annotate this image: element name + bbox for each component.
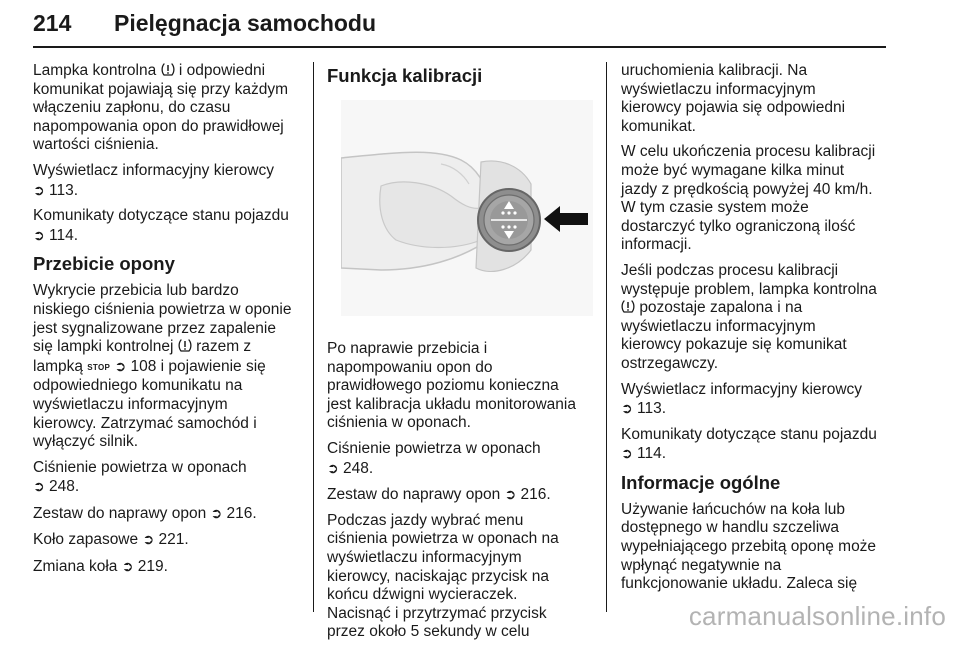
section-heading-general-info: Informacje ogólne (621, 471, 781, 493)
paragraph-calibration-problem: Jeśli podczas procesu kalibracji występuje problem, lampka kontrolna pozostaje zapalona i na wyświetlaczu informacyjnym kierowcy pokazuje się komunikat ostrzegawczy. (621, 261, 877, 372)
header-divider (33, 46, 886, 48)
paragraph-general-info: Używanie łańcuchów na koła lub dostępnego w handlu szczeliwa wypełniającego przebitą oponę może wpłynąć negatywnie na funkcjonowanie układu. Zaleca się (621, 500, 877, 593)
watermark: carmanualsonline.info (688, 601, 946, 631)
page-number: 214 (33, 10, 72, 36)
reference-arrow-icon: ➲ (114, 357, 127, 374)
page-link[interactable]: 221. (158, 531, 189, 549)
column-divider-1 (313, 62, 314, 612)
cross-reference: Komunikaty dotyczące stanu pojazdu ➲ 114. (33, 207, 289, 244)
cross-reference: Koło zapasowe ➲ 221. (33, 531, 189, 549)
page-header (33, 4, 886, 46)
cross-reference: Zestaw do naprawy opon ➲ 216. (33, 504, 257, 522)
cross-reference: Zestaw do naprawy opon ➲ 216. (327, 486, 551, 504)
column-3 (621, 62, 893, 601)
page-link[interactable]: 216. (520, 486, 551, 504)
paragraph-calibration-intro: Po naprawie przebicia i napompowaniu opon do prawidłowego poziomu konieczna jest kalibracja układu monitorowania ciśnienia w oponach. (327, 340, 576, 432)
paragraph-calibration-steps: Podczas jazdy wybrać menu ciśnienia powietrza w oponach na wyświetlaczu informacyjnym kierowcy, naciskając przycisk na końcu dźwigni wycieraczek. Nacisnąć i przytrzymać przycisk przez około 5 sekundy w celu (327, 511, 559, 641)
reference-arrow-icon: ➲ (210, 504, 223, 521)
reference-arrow-icon: ➲ (621, 400, 633, 417)
page-title: Pielęgnacja samochodu (114, 10, 377, 36)
tyre-pressure-warning-icon (178, 338, 192, 353)
page-link[interactable]: 248. (343, 459, 374, 477)
reference-arrow-icon: ➲ (142, 531, 155, 548)
cross-reference: Ciśnienie powietrza w oponach ➲ 248. (33, 458, 247, 496)
tyre-pressure-warning-icon (621, 299, 635, 314)
paragraph-warning-lamp: Lampka kontrolna i odpowiedni komunikat pojawiają się przy każdym włączeniu zapłonu, do czasu napompowania opon do prawidłowej wartości ciśnienia. (33, 62, 288, 154)
reference-arrow-icon: ➲ (121, 558, 134, 575)
page-link[interactable]: 248. (49, 478, 80, 496)
reference-arrow-icon: ➲ (33, 478, 45, 495)
section-heading-puncture: Przebicie opony (33, 253, 175, 275)
reference-arrow-icon: ➲ (504, 486, 517, 503)
page-link[interactable]: 114. (49, 226, 79, 244)
section-heading-calibration: Funkcja kalibracji (327, 65, 483, 86)
tyre-pressure-warning-icon (161, 62, 175, 77)
reference-arrow-icon: ➲ (33, 226, 45, 243)
cross-reference: Ciśnienie powietrza w oponach ➲ 248. (327, 439, 541, 477)
column-divider-2 (606, 62, 607, 612)
cross-reference: Komunikaty dotyczące stanu pojazdu ➲ 114. (621, 425, 877, 463)
cross-reference: Wyświetlacz informacyjny kierowcy ➲ 113. (621, 380, 863, 418)
page-link[interactable]: 216. (226, 504, 257, 522)
page-link[interactable]: 219. (137, 558, 168, 576)
cross-reference: Wyświetlacz informacyjny kierowcy ➲ 113. (33, 161, 275, 199)
paragraph-calibration-duration: W celu ukończenia procesu kalibracji może być wymagane kilka minut jazdy z prędkością powyżej 40 km/h. W tym czasie system może dostarczyć tylko ograniczoną ilość informacji. (621, 143, 876, 254)
paragraph-calibration-start: uruchomienia kalibracji. Na wyświetlaczu informacyjnym kierowcy pojawia się odpowiedni komunikat. (621, 62, 846, 135)
paragraph-puncture: Wykrycie przebicia lub bardzo niskiego ciśnienia powietrza w oponie jest sygnalizowane przez zapalenie się lampki kontrolnej razem z lampką STOP ➲ 108 i pojawienie się odpowiedniego komunikatu na wyświetlaczu informacyjnym kierowcy. Zatrzymać samochód i wyłączyć silnik. (33, 282, 292, 451)
stop-lamp-icon: STOP (87, 362, 111, 372)
page-link[interactable]: 113. (49, 181, 79, 199)
column-2 (327, 64, 591, 649)
page-link[interactable]: 113. (637, 400, 667, 418)
page-link[interactable]: 114. (637, 445, 667, 463)
reference-arrow-icon: ➲ (327, 459, 339, 476)
reference-arrow-icon: ➲ (621, 445, 633, 462)
reference-arrow-icon: ➲ (33, 181, 45, 198)
cross-reference: Zmiana koła ➲ 219. (33, 558, 168, 576)
wiper-lever-button-illustration (341, 100, 593, 316)
column-1 (33, 62, 303, 584)
